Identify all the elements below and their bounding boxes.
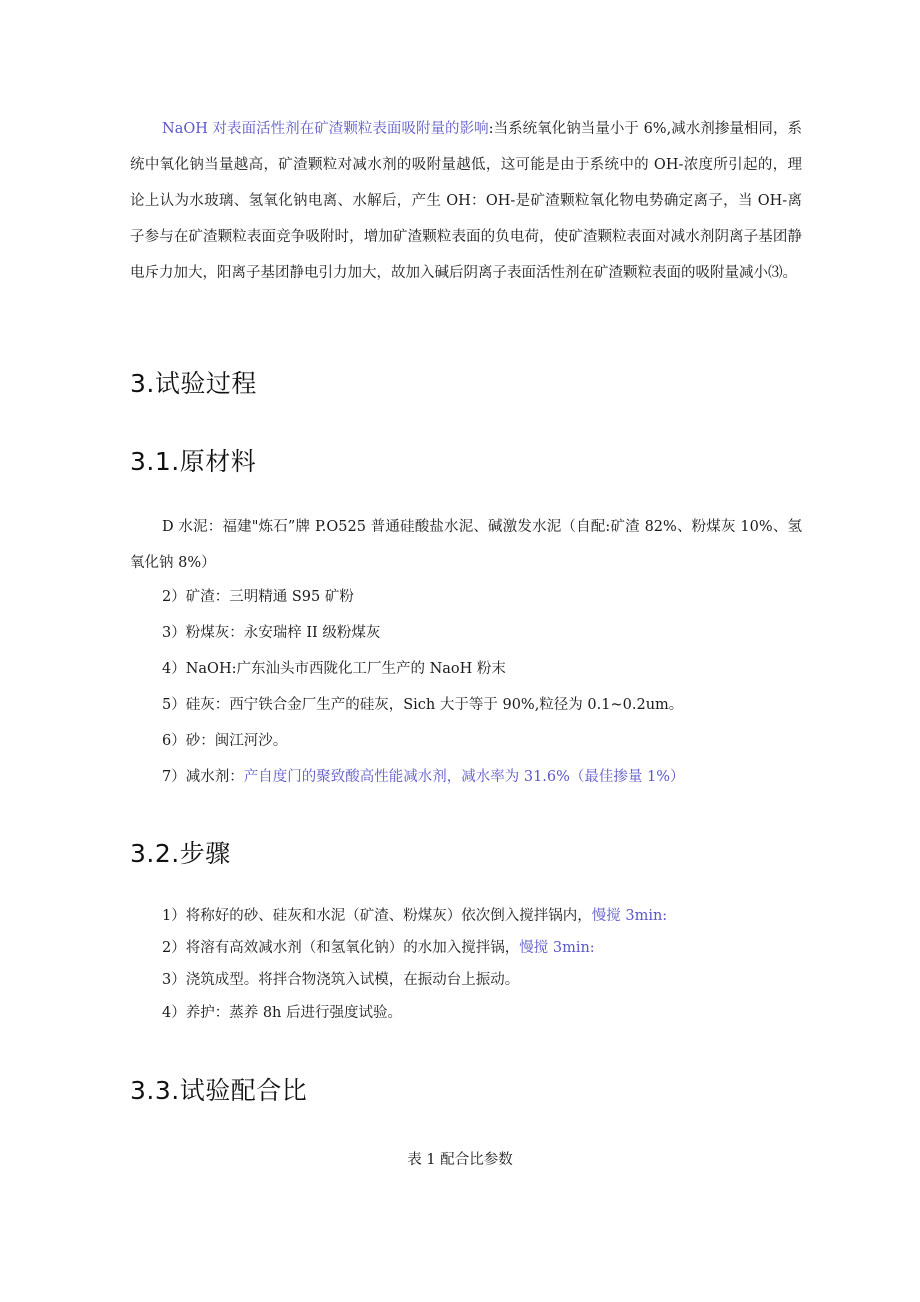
step-4: 4）养护：蒸养 8h 后进行强度试验。 (162, 1005, 403, 1021)
step-2-text: 2）将溶有高效减水剂（和氢氧化钠）的水加入搅拌锅， (162, 940, 520, 956)
materials-item-2: 2）矿渣：三明精通 S95 矿粉 (162, 589, 354, 605)
materials-item-1-text: D 水泥：福建"炼石”牌 P.O525 普通硅酸盐水泥、碱激发水泥（自配:矿渣 82%、粉煤灰 10%、氢氧化钠 8%） (130, 519, 802, 571)
step-1-highlight: 慢搅 3min: (591, 908, 668, 924)
intro-highlight: NaOH 对表面活性剂在矿渣颗粒表面吸附量的影响 (162, 121, 489, 137)
step-2-highlight: 慢搅 3min: (519, 940, 595, 956)
section-3-heading: 3.试验过程 (130, 369, 257, 398)
table-caption: 表 1 配合比参数 (407, 1152, 513, 1168)
materials-item-5: 5）硅灰：西宁铁合金厂生产的硅灰，Sich 大于等于 90%,粒径为 0.1~0.2um。 (162, 697, 684, 713)
materials-item-7 (162, 767, 685, 787)
section-3-1-heading: 3.1.原材料 (130, 447, 257, 476)
materials-item-4: 4）NaOH:广东汕头市西陇化工厂生产的 NaoH 粉末 (162, 661, 506, 677)
step-1-text: 1）将称好的砂、硅灰和水泥（矿渣、粉煤灰）依次倒入搅拌锅内， (162, 908, 592, 924)
intro-text: :当系统氧化钠当量小于 6%,减水剂掺量相同，系统中氧化钠当量越高，矿渣颗粒对减水剂的吸附量越低，这可能是由于系统中的 OH-浓度所引起的，理论上认为水玻璃、氢氧化钠电离、水解后，产生 OH：OH-是矿渣颗粒氧化物电势确定离子，当 OH-离子参与在矿渣颗粒表面竞争吸附时，增加矿渣颗粒表面的负电荷，使矿渣颗粒表面对减水剂阴离子基团静电斥力加大，阳离子基团静电引力加大，故加入碱后阴离子表面活性剂在矿渣颗粒表面的吸附量减小⑶。 (130, 121, 802, 281)
materials-item-6: 6）砂：闽江河沙。 (162, 733, 288, 749)
step-3: 3）浇筑成型。将拌合物浇筑入试模，在振动台上振动。 (162, 972, 520, 988)
section-3-2-heading: 3.2.步骤 (130, 839, 231, 868)
step-2 (162, 938, 595, 958)
section-3-3-heading: 3.3.试验配合比 (130, 1076, 308, 1105)
materials-item-7-highlight: 产自度门的聚致酸高性能减水剂，减水率为 31.6%（最佳掺量 1%） (243, 769, 685, 785)
materials-item-1 (130, 509, 802, 581)
materials-item-3: 3）粉煤灰：永安瑞梓 II 级粉煤灰 (162, 625, 381, 641)
intro-paragraph (130, 111, 802, 291)
step-1 (162, 906, 667, 926)
materials-item-7-label: 7）减水剂： (162, 769, 244, 785)
